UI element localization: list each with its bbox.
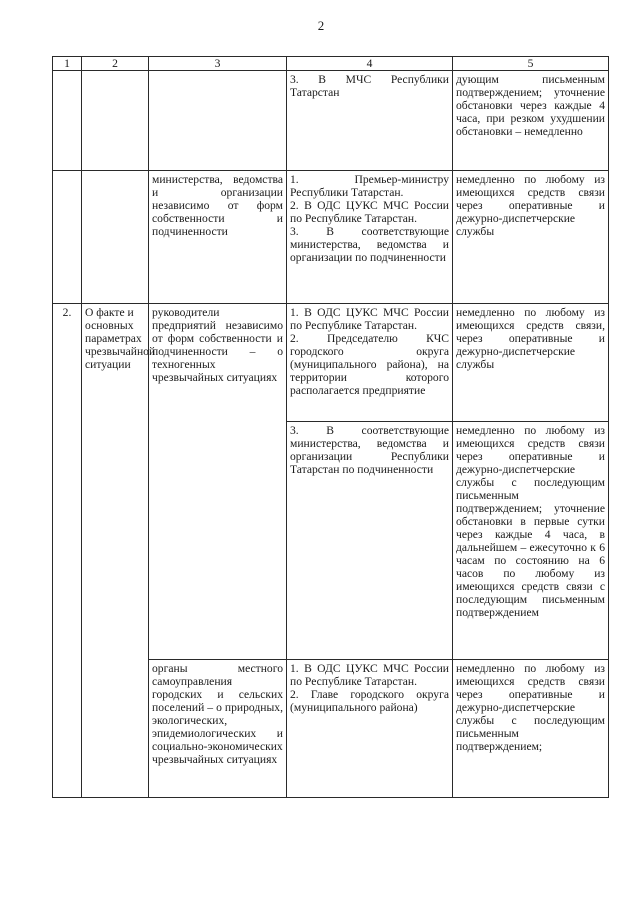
header-cell: 5 [453,57,609,71]
table-row [53,304,609,422]
source-cell: министерства, ведомства и организации независимо от форм собственности и подчиненности [149,171,287,304]
table-header-row [53,57,609,71]
timing-cell: немедленно по любому из имеющихся средств связи через оперативные и дежурно-диспетчерские службы с последующим письменным подтверждением; уточнение обстановки в первые сутки через каждые 4 часа, в дальнейшем – ежесуточно к 6 часам по состоянию на 6 часов по любому из имеющихся средств связи с последующим письменным подтверждением [453,422,609,660]
recipient-cell: 3. В соответствующие министерства, ведомства и организации Республики Татарстан по подчиненности [287,422,453,660]
recipient-cell [287,171,453,304]
table-cell [82,171,149,304]
table-cell [149,71,287,171]
header-cell: 3 [149,57,287,71]
timing-cell: немедленно по любому из имеющихся средств связи через оперативные и дежурно-диспетчерские службы [453,171,609,304]
source-cell: руководители предприятий независимо от форм собственности и подчиненности – о техногенных чрезвычайных ситуациях [149,304,287,660]
timing-cell: немедленно по любому из имеющихся средств связи, через оперативные и дежурно-диспетчерские службы [453,304,609,422]
page-number: 2 [317,18,325,33]
table-cell [82,71,149,171]
header-cell: 1 [53,57,82,71]
recipient-item: 1. В ОДС ЦУКС МЧС России по Республике Татарстан. [290,662,449,688]
recipient-item: 1. Премьер-министру Республики Татарстан. [290,173,449,199]
item-number: 2. [53,304,82,798]
recipient-cell [287,660,453,798]
timing-cell: дующим письменным подтверждением; уточнение обстановки через каждые 4 часа, при резком ухудшении обстановки – немедленно [453,71,609,171]
recipient-item: 2. Главе городского округа (муниципального района) [290,688,449,714]
subject-cell: О факте и основных параметрах чрезвычайной ситуации [82,304,149,798]
recipient-item: 2. В ОДС ЦУКС МЧС России по Республике Татарстан. [290,199,449,225]
notification-table [52,56,609,798]
table-cell [53,71,82,171]
recipient-cell [287,304,453,422]
header-cell: 2 [82,57,149,71]
recipient-item: 1. В ОДС ЦУКС МЧС России по Республике Татарстан. [290,306,449,332]
table-row [53,71,609,171]
timing-cell: немедленно по любому из имеющихся средств связи через оперативные и дежурно-диспетчерские службы с последующим письменным подтверждением; [453,660,609,798]
recipient-item: 3. В соответствующие министерства, ведомства и организации по подчиненности [290,225,449,264]
header-cell: 4 [287,57,453,71]
recipient-cell: 3. В МЧС Республики Татарстан [287,71,453,171]
recipient-item: 2. Председателю КЧС городского округа (муниципального района), на территории которого располагается предприятие [290,332,449,397]
source-cell: органы местного самоуправления городских и сельских поселений – о природных, экологических, эпидемиологических и социально-экономических чрезвычайных ситуациях [149,660,287,798]
table-cell [53,171,82,304]
table-row [53,171,609,304]
